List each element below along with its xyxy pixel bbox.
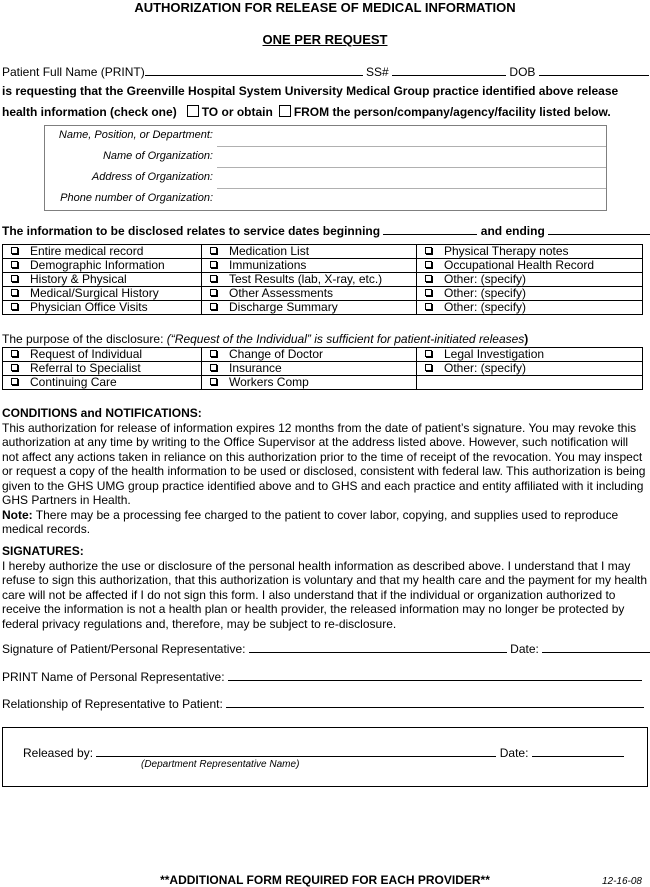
info-item[interactable] bbox=[417, 273, 643, 287]
info-items-table bbox=[2, 244, 643, 315]
checkbox-icon[interactable] bbox=[425, 247, 432, 254]
org-row bbox=[45, 147, 606, 168]
purpose-item[interactable] bbox=[417, 348, 643, 362]
info-item-label: Other: (specify) bbox=[444, 286, 527, 300]
relationship-row bbox=[2, 696, 644, 711]
conditions-line: GHS Partners in Health. bbox=[2, 493, 131, 507]
start-date-field[interactable] bbox=[383, 223, 477, 235]
organization-box bbox=[44, 125, 607, 211]
info-item[interactable] bbox=[417, 287, 643, 301]
checkbox-icon[interactable] bbox=[11, 378, 18, 385]
patient-name-field[interactable] bbox=[145, 64, 363, 76]
info-item[interactable] bbox=[417, 301, 643, 315]
note-text: There may be a processing fee charged to the patient to cover labor, copying, and supplies used to reproduce bbox=[32, 507, 619, 522]
checkbox-icon[interactable] bbox=[210, 303, 217, 310]
conditions-section bbox=[2, 406, 648, 537]
checkbox-icon[interactable] bbox=[425, 289, 432, 296]
info-item-label: Immunizations bbox=[229, 258, 307, 272]
relationship-field[interactable] bbox=[226, 696, 644, 708]
info-item-label: Occupational Health Record bbox=[444, 258, 595, 272]
purpose-item-label: Workers Comp bbox=[229, 375, 309, 389]
info-item-label: Physician Office Visits bbox=[30, 300, 148, 314]
table-row bbox=[3, 362, 643, 376]
checkbox-icon[interactable] bbox=[11, 247, 18, 254]
info-item-label: Medication List bbox=[229, 244, 310, 258]
table-row bbox=[3, 376, 643, 390]
department-rep-caption: (Department Representative Name) bbox=[141, 759, 300, 770]
or-obtain-label: or obtain bbox=[221, 105, 273, 119]
conditions-line: This authorization for release of information expires 12 months from the date of patient’s signature. You may revoke this bbox=[2, 420, 637, 435]
signature-label: Signature of Patient/Personal Representative: bbox=[2, 642, 246, 656]
org-row bbox=[45, 126, 606, 147]
checkbox-icon[interactable] bbox=[210, 275, 217, 282]
info-item-label: Test Results (lab, X-ray, etc.) bbox=[229, 272, 383, 286]
info-item-label: Demographic Information bbox=[30, 258, 165, 272]
note-label: Note: bbox=[2, 507, 33, 522]
table-row bbox=[3, 273, 643, 287]
checkbox-icon[interactable] bbox=[210, 350, 217, 357]
checkbox-icon[interactable] bbox=[11, 275, 18, 282]
note-line-2: medical records. bbox=[2, 522, 91, 536]
purpose-item-label: Continuing Care bbox=[30, 375, 117, 389]
checkbox-icon[interactable] bbox=[210, 378, 217, 385]
patient-name-label: Patient Full Name (PRINT) bbox=[2, 65, 145, 79]
purpose-item-label: Change of Doctor bbox=[229, 347, 324, 361]
form-title: AUTHORIZATION FOR RELEASE OF MEDICAL INFORMATION bbox=[134, 0, 516, 15]
purpose-note-close: ) bbox=[524, 332, 529, 346]
released-by-field[interactable] bbox=[96, 745, 496, 757]
signature-row bbox=[2, 641, 650, 656]
released-date-field[interactable] bbox=[532, 745, 624, 757]
purpose-line bbox=[2, 332, 528, 346]
info-item-label: Other Assessments bbox=[229, 286, 334, 300]
org-row bbox=[45, 168, 606, 189]
print-name-label: PRINT Name of Personal Representative: bbox=[2, 670, 225, 684]
info-item[interactable] bbox=[3, 245, 202, 259]
signatures-line: receive the information is not a health plan or health provider, the released information may no longer be protected by bbox=[2, 602, 625, 616]
request-line-2 bbox=[2, 105, 611, 119]
info-item[interactable] bbox=[3, 273, 202, 287]
purpose-item-label: Other: (specify) bbox=[444, 361, 527, 375]
purpose-item[interactable] bbox=[417, 362, 643, 376]
signature-field[interactable] bbox=[249, 641, 507, 653]
info-item[interactable] bbox=[3, 259, 202, 273]
checkbox-icon[interactable] bbox=[425, 303, 432, 310]
purpose-item-label: Request of Individual bbox=[30, 347, 143, 361]
ss-field[interactable] bbox=[392, 64, 506, 76]
dob-field[interactable] bbox=[539, 64, 649, 76]
patient-line bbox=[2, 64, 649, 79]
form-date-code: 12-16-08 bbox=[601, 876, 642, 887]
signatures-line: I hereby authorize the use or disclosure of the personal health information as described above. I understand that I may bbox=[2, 558, 631, 573]
conditions-line: authorization at any time by writing to the Office Supervisor at the address listed above. However, such notification will bbox=[2, 435, 629, 449]
footer-note: **ADDITIONAL FORM REQUIRED FOR EACH PROVIDER** bbox=[160, 873, 490, 887]
relationship-label: Relationship of Representative to Patient: bbox=[2, 697, 223, 711]
from-checkbox[interactable] bbox=[279, 105, 291, 117]
info-item-label: Discharge Summary bbox=[229, 300, 338, 314]
purpose-note: (“Request of the Individual” is sufficient for patient-initiated releases bbox=[166, 332, 525, 346]
checkbox-icon[interactable] bbox=[11, 350, 18, 357]
print-name-field[interactable] bbox=[228, 669, 642, 681]
signature-date-label: Date: bbox=[510, 642, 539, 656]
checkbox-icon[interactable] bbox=[425, 275, 432, 282]
info-item-label: Medical/Surgical History bbox=[30, 286, 159, 300]
info-item[interactable] bbox=[202, 301, 417, 315]
info-item-label: Entire medical record bbox=[30, 244, 144, 258]
request-line-1: is requesting that the Greenville Hospital System University Medical Group practice identified above release bbox=[2, 84, 619, 98]
form-subtitle-text: ONE PER REQUEST bbox=[262, 32, 388, 47]
checkbox-icon[interactable] bbox=[210, 247, 217, 254]
purpose-item-label: Legal Investigation bbox=[444, 347, 545, 361]
checkbox-icon[interactable] bbox=[11, 303, 18, 310]
purpose-item-label: Referral to Specialist bbox=[30, 361, 141, 375]
to-label: TO bbox=[201, 105, 219, 119]
info-item[interactable] bbox=[202, 245, 417, 259]
check-one-label: health information (check one) bbox=[2, 105, 177, 119]
info-item[interactable] bbox=[417, 259, 643, 273]
checkbox-icon[interactable] bbox=[11, 289, 18, 296]
signature-date-field[interactable] bbox=[542, 641, 650, 653]
purpose-item[interactable] bbox=[202, 376, 417, 390]
purpose-table bbox=[2, 347, 643, 390]
purpose-item[interactable] bbox=[3, 348, 202, 362]
purpose-item[interactable] bbox=[3, 362, 202, 376]
print-name-row bbox=[2, 669, 642, 684]
purpose-item[interactable] bbox=[202, 348, 417, 362]
signatures-heading: SIGNATURES: bbox=[2, 544, 84, 558]
conditions-line: given to the GHS UMG group practice identified above and to GHS and each practice and entity affiliated with it including bbox=[2, 478, 644, 493]
checkbox-icon[interactable] bbox=[425, 364, 432, 371]
org-field-label: Name, Position, or Department: bbox=[58, 129, 213, 141]
info-item[interactable] bbox=[3, 287, 202, 301]
info-item[interactable] bbox=[202, 259, 417, 273]
org-row bbox=[45, 189, 606, 210]
table-row bbox=[3, 287, 643, 301]
info-item[interactable] bbox=[202, 287, 417, 301]
info-item[interactable] bbox=[202, 273, 417, 287]
table-row bbox=[3, 245, 643, 259]
dob-label: DOB bbox=[509, 65, 536, 79]
checkbox-icon[interactable] bbox=[11, 261, 18, 268]
empty-cell bbox=[417, 376, 643, 390]
service-dates-label: The information to be disclosed relates to service dates beginning bbox=[2, 224, 381, 238]
org-field-label: Phone number of Organization: bbox=[60, 192, 213, 204]
info-item-label: Other: (specify) bbox=[444, 300, 527, 314]
conditions-line: or request a copy of the health information to be used or disclosed, consistent with federal law. This authorization is being bbox=[2, 464, 646, 478]
purpose-label: The purpose of the disclosure: bbox=[2, 332, 164, 346]
info-item-label: Physical Therapy notes bbox=[444, 244, 569, 258]
conditions-line: not affect any actions taken in reliance on this authorization prior to the time of receipt of the revocation. You may inspect bbox=[2, 449, 643, 464]
checkbox-icon[interactable] bbox=[425, 261, 432, 268]
checkbox-icon[interactable] bbox=[210, 261, 217, 268]
end-date-field[interactable] bbox=[548, 223, 650, 235]
from-label: FROM the person/company/agency/facility listed below. bbox=[293, 105, 611, 119]
table-row bbox=[3, 348, 643, 362]
service-dates-line bbox=[2, 223, 650, 238]
purpose-item-label: Insurance bbox=[229, 361, 282, 375]
signatures-section bbox=[2, 544, 648, 631]
released-by-label: Released by: bbox=[23, 746, 94, 760]
released-date-label: Date: bbox=[499, 746, 529, 760]
checkbox-icon[interactable] bbox=[210, 364, 217, 371]
checkbox-icon[interactable] bbox=[210, 289, 217, 296]
form-subtitle bbox=[0, 32, 650, 47]
note-line bbox=[2, 508, 648, 523]
info-item[interactable] bbox=[417, 245, 643, 259]
table-row bbox=[3, 259, 643, 273]
released-by-row bbox=[23, 745, 624, 760]
info-item[interactable] bbox=[3, 301, 202, 315]
table-row bbox=[3, 301, 643, 315]
signatures-line: refuse to sign this authorization, that this authorization is voluntary and that my health care and the payment for my health bbox=[2, 573, 648, 587]
conditions-heading: CONDITIONS and NOTIFICATIONS: bbox=[2, 406, 202, 420]
released-by-box bbox=[2, 727, 648, 787]
info-item-label: Other: (specify) bbox=[444, 272, 527, 286]
ss-label: SS# bbox=[366, 65, 389, 79]
checkbox-icon[interactable] bbox=[425, 350, 432, 357]
signatures-line: care will not be affected if I do not sign this form. I also understand that if the individual or organization authorized to bbox=[2, 587, 616, 602]
purpose-item[interactable] bbox=[202, 362, 417, 376]
org-field-label: Name of Organization: bbox=[102, 150, 213, 162]
purpose-item[interactable] bbox=[3, 376, 202, 390]
checkbox-icon[interactable] bbox=[11, 364, 18, 371]
signatures-line: federal privacy regulations and, therefore, may be subject to re-disclosure. bbox=[2, 616, 397, 631]
org-field-label: Address of Organization: bbox=[91, 171, 213, 183]
and-ending-label: and ending bbox=[480, 224, 545, 238]
info-item-label: History & Physical bbox=[30, 272, 127, 286]
to-checkbox[interactable] bbox=[187, 105, 199, 117]
